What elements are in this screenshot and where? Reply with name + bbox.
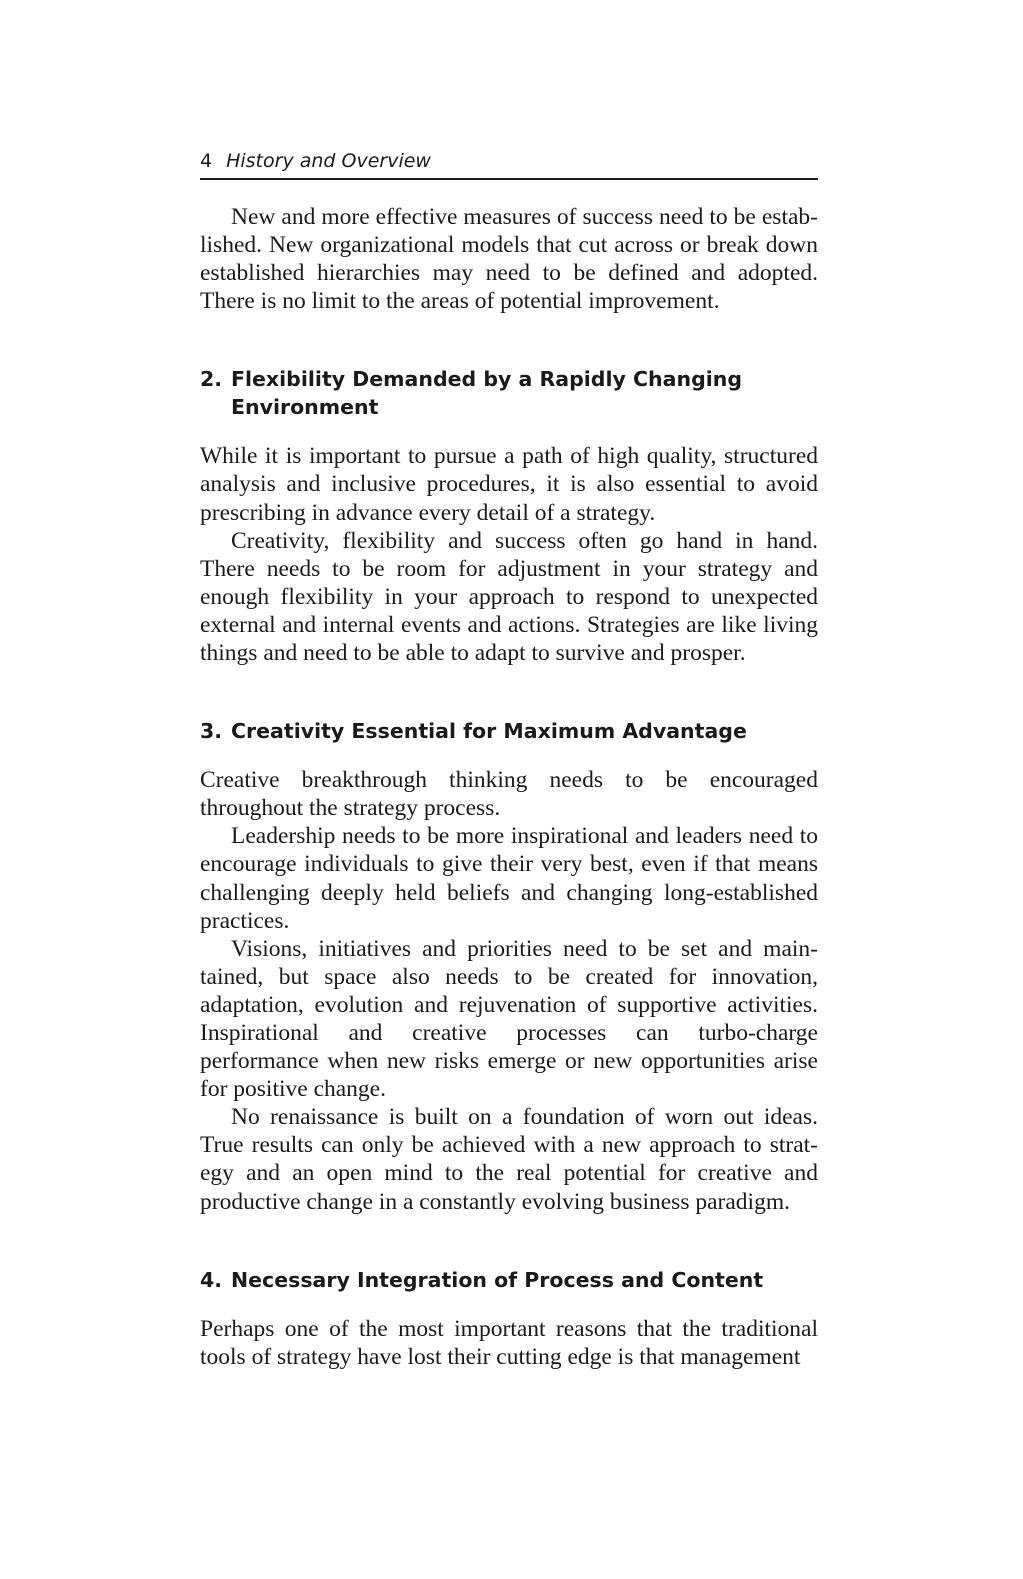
paragraph: No renaissance is built on a foundation of worn out ideas. True results can only be achieved with a new approach to strategy and an open mind to the real potential for creative and productive change in a constantly evolving business paradigm. xyxy=(200,1104,818,1215)
intro-block xyxy=(200,203,818,315)
running-head xyxy=(200,148,818,180)
section-number: 2. xyxy=(200,367,223,392)
paragraph: While it is important to pursue a path of high quality, structured analysis and inclusive procedures, it is also essential to avoid prescribing in advance every detail of a strategy. xyxy=(200,443,818,526)
section-title: Creativity Essential for Maximum Advantage xyxy=(231,719,747,744)
running-head-title: History and Overview xyxy=(226,150,431,172)
section-body xyxy=(200,1315,818,1371)
section-body xyxy=(200,766,818,1216)
section-heading xyxy=(200,1266,818,1294)
intro-paragraph: New and more effective measures of success need to be established. New organizational models that cut across or break down established hierarchies may need to be defined and adopted. There is no limit to the areas of potential improvement. xyxy=(200,204,818,315)
section-heading xyxy=(200,365,818,421)
section-number: 4. xyxy=(200,1267,223,1292)
page-number: 4 xyxy=(200,150,213,172)
section-body xyxy=(200,442,818,667)
section-title: Necessary Integration of Process and Content xyxy=(231,1267,764,1292)
section-heading xyxy=(200,717,818,745)
paragraph: Leadership needs to be more inspirational and leaders need to encourage individuals to give their very best, even if that means challenging deeply held beliefs and changing long-established practices. xyxy=(200,823,818,934)
paragraph: Visions, initiatives and priorities need to be set and maintained, but space also needs to be created for innovation, adaptation, evolution and rejuvenation of supportive activities. Inspirational and creative processes can turbo-charge performance when new risks emerge or new opportunities arise for positive change. xyxy=(200,935,818,1103)
section-number: 3. xyxy=(200,719,223,744)
section-4 xyxy=(200,1266,818,1371)
section-title: Flexibility Demanded by a Rapidly Changing Environment xyxy=(231,367,743,420)
section-3 xyxy=(200,717,818,1216)
paragraph: Creative breakthrough thinking needs to be encouraged throughout the strategy process. xyxy=(200,767,818,822)
section-2 xyxy=(200,365,818,667)
paragraph: Creativity, flexibility and success often go hand in hand. There needs to be room for adjustment in your strategy and enough flexibility in your approach to respond to unexpected external and internal events and actions. Strategies are like living things and need to be able to adapt to survive and prosper. xyxy=(200,527,818,667)
book-page xyxy=(200,148,818,1371)
paragraph: Perhaps one of the most important reasons that the traditional tools of strategy have lost their cutting edge is that management xyxy=(200,1315,818,1370)
